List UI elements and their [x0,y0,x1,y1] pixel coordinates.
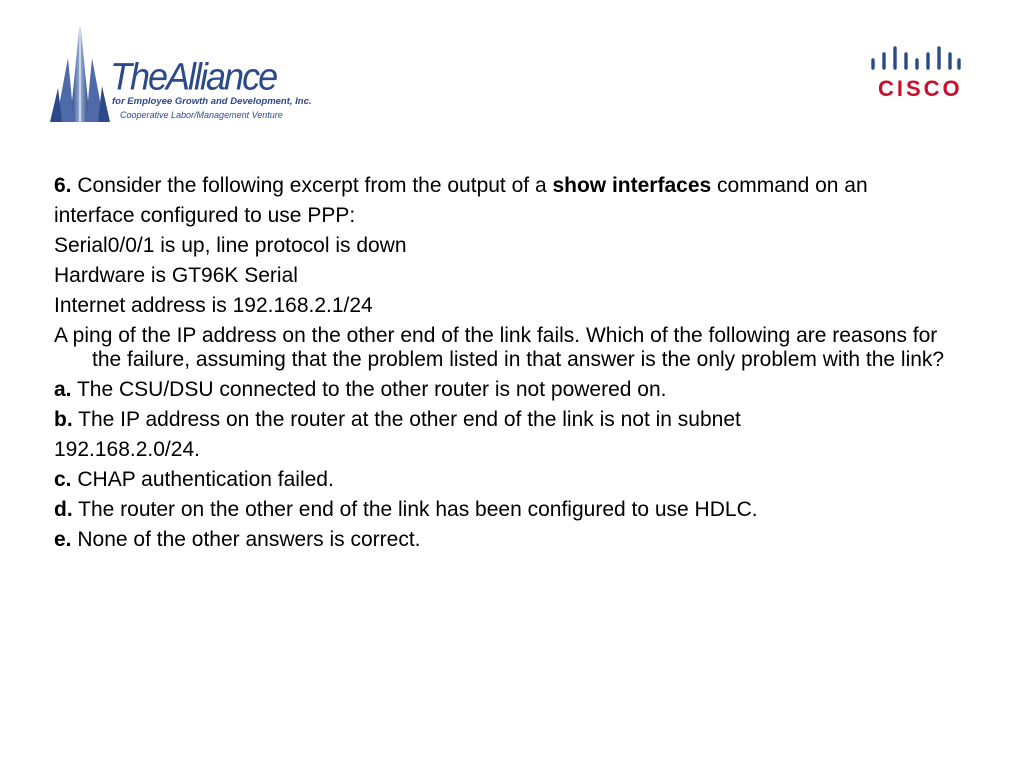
answer-option-c [54,468,964,492]
answer-letter: e. [54,528,72,551]
answer-option-b-continued [54,438,964,462]
alliance-subtitle: for Employee Growth and Development, Inc. [112,96,312,107]
command-name: show interfaces [552,174,712,197]
cisco-wordmark: CISCO [878,76,963,101]
answer-text: The router on the other end of the link has been configured to use HDLC. [78,498,758,521]
answer-text: None of the other answers is correct. [77,528,421,551]
question-intro-text: Consider the following excerpt from the output of a [77,174,547,197]
output-line-1: Serial0/0/1 is up, line protocol is down [54,234,407,257]
question-line2: interface configured to use PPP: [54,204,356,227]
alliance-tagline: Cooperative Labor/Management Venture [120,110,283,120]
output-line-3: Internet address is 192.168.2.1/24 [54,294,373,317]
cisco-bars-icon [868,44,962,74]
output-line-2: Hardware is GT96K Serial [54,264,298,287]
cisco-logo [868,44,962,100]
answer-letter: b. [54,408,73,431]
answer-letter: d. [54,498,73,521]
alliance-logo [50,18,310,126]
answer-text: The IP address on the router at the other end of the link is not in subnet [78,408,741,431]
question-number: 6. [54,174,72,197]
answer-option-b [54,408,964,432]
alliance-wordmark: TheAlliance [110,54,277,98]
question-prompt: A ping of the IP address on the other end of the link fails. Which of the following are reasons for the failure, assuming that the problem listed in that answer is the only problem with the link? [54,324,945,371]
answer-text: CHAP authentication failed. [77,468,334,491]
answer-option-e [54,528,964,552]
answer-letter: c. [54,468,72,491]
question-intro-tail: command on an [717,174,868,197]
answer-letter: a. [54,378,72,401]
answer-text: 192.168.2.0/24. [54,438,200,461]
answer-option-d [54,498,964,522]
question-intro [54,174,964,198]
question-block [54,174,964,558]
answer-option-a [54,378,964,402]
answer-text: The CSU/DSU connected to the other router is not powered on. [76,378,667,401]
